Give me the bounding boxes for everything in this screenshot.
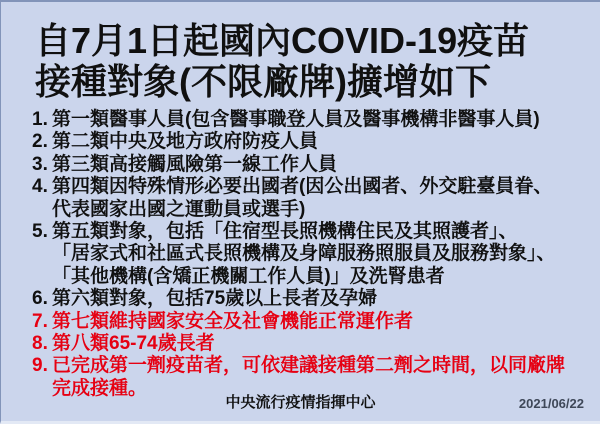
issuing-agency: 中央流行疫情指揮中心 (225, 394, 376, 411)
item-number: 7. (32, 310, 48, 332)
title-line-1: 自7月1日起國內COVID-19疫苗 (35, 20, 530, 61)
list-item-1 (32, 109, 592, 131)
item-text: 第四類因特殊情形必要出國者(因公出國者、外交駐臺員眷、 (52, 176, 553, 198)
list-item-4 (32, 176, 592, 198)
list-item-4-cont: 代表國家出國之運動員或選手) (52, 198, 306, 220)
item-number: 2. (32, 131, 48, 153)
list-item-9 (32, 355, 592, 377)
item-text: 第三類高接觸風險第一線工作人員 (52, 153, 338, 175)
item-text: 已完成第一劑疫苗者，可依建議接種第二劑之時間，以同廠牌 (52, 355, 566, 377)
item-text: 第六類對象，包括75歲以上長者及孕婦 (52, 288, 378, 310)
item-text: 第七類維持國家安全及社會機能正常運作者 (52, 310, 414, 332)
list-item-5-cont: 「其他機構(含矯正機關工作人員)」及洗腎患者 (52, 265, 445, 287)
item-number: 8. (32, 333, 48, 355)
list-item-5-cont: 「居家式和社區式長照機構及身障服務照服員及服務對象」、 (52, 243, 556, 265)
publish-date: 2021/06/22 (518, 396, 584, 411)
item-number: 1. (32, 109, 48, 130)
list-item-3 (32, 154, 592, 176)
list-item-6 (32, 288, 592, 310)
item-number: 4. (32, 176, 48, 198)
item-number: 3. (32, 153, 48, 175)
title-line-2: 接種對象(不限廠牌)擴增如下 (35, 61, 491, 102)
list-item-8 (32, 333, 592, 355)
item-text: 第五類對象，包括「住宿型長照機構住民及其照護者」、 (52, 221, 518, 243)
list-item-9-cont: 完成接種。 (52, 377, 148, 399)
list-item-5 (32, 221, 592, 243)
list-item-7 (32, 311, 592, 333)
item-text: 第一類醫事人員(包含醫事職登人員及醫事機構非醫事人員) (52, 109, 540, 130)
item-number: 6. (32, 288, 48, 310)
page-title (35, 20, 529, 102)
item-text: 第二類中央及地方政府防疫人員 (52, 131, 319, 153)
item-number: 5. (32, 221, 48, 243)
eligibility-list (32, 109, 592, 400)
item-number: 9. (32, 355, 48, 377)
item-text: 第八類65-74歲長者 (52, 333, 215, 355)
list-item-2 (32, 131, 592, 153)
